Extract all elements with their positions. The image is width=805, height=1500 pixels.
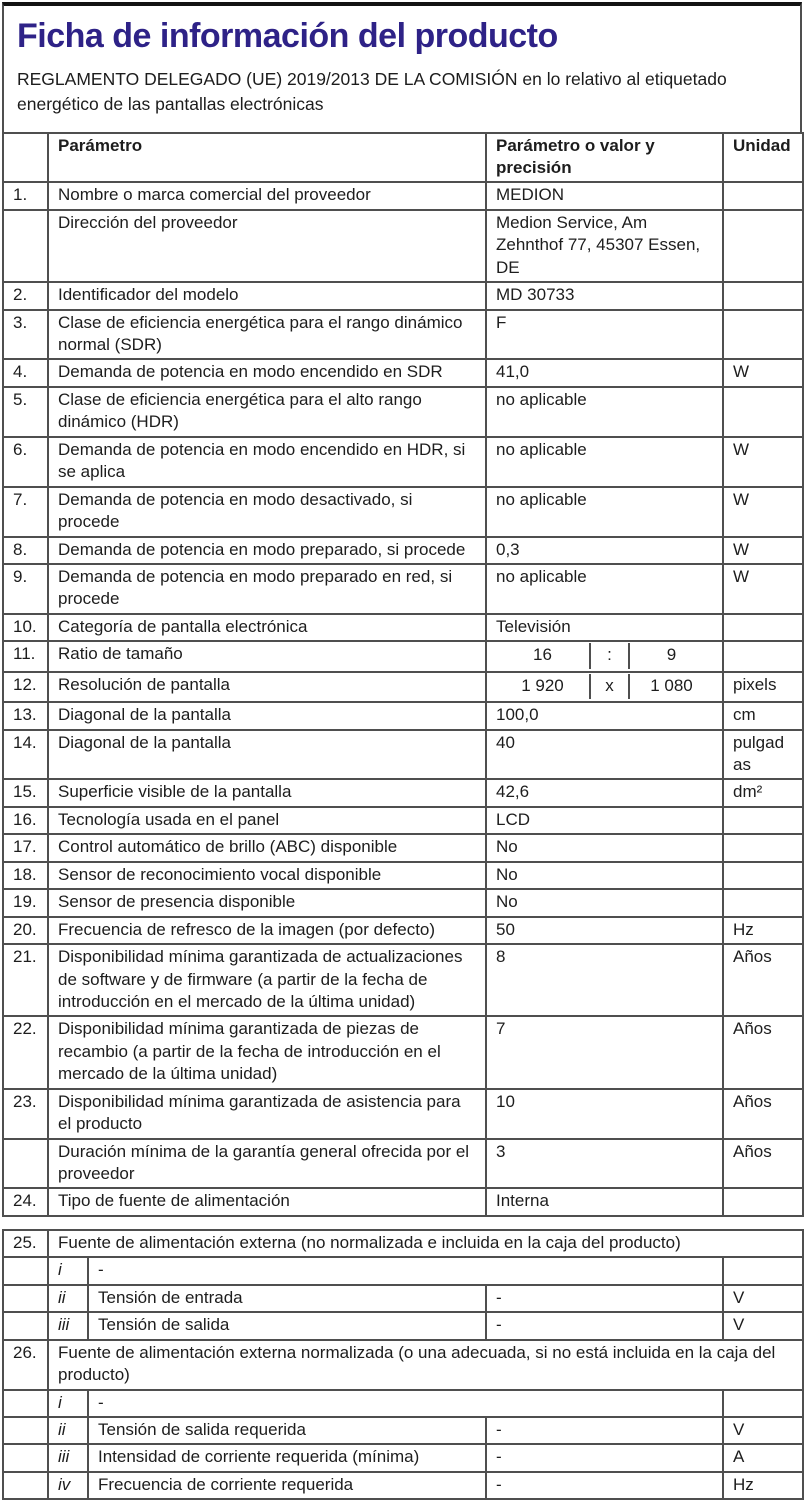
parameter-value: 42,6 — [486, 779, 723, 806]
parameter-value: No — [486, 889, 723, 916]
section-label: Fuente de alimentación externa normalizada (o una adecuada, si no está incluida en la caja del producto) — [48, 1340, 803, 1390]
parameter-label: Disponibilidad mínima garantizada de asistencia para el producto — [48, 1089, 486, 1139]
table-row — [3, 730, 803, 780]
unit-label: V — [723, 1312, 803, 1339]
parameter-label: Disponibilidad mínima garantizada de piezas de recambio (a partir de la fecha de introducción en el mercado de la última unidad) — [48, 1016, 486, 1088]
row-number: 10. — [3, 614, 48, 641]
table-row — [3, 1089, 803, 1139]
row-number: 8. — [3, 537, 48, 564]
roman-numeral: iii — [48, 1312, 88, 1339]
table-row — [3, 359, 803, 386]
psu-row — [3, 1417, 803, 1444]
table-row — [3, 1016, 803, 1088]
psu-table-body — [3, 1230, 803, 1499]
parameter-label: Dirección del proveedor — [48, 210, 486, 282]
row-number: 21. — [3, 944, 48, 1016]
row-number: 3. — [3, 310, 48, 360]
unit-label: Años — [723, 944, 803, 1016]
roman-numeral: i — [48, 1257, 88, 1284]
psu-row — [3, 1257, 803, 1284]
row-number: 18. — [3, 862, 48, 889]
table-row — [3, 387, 803, 437]
parameter-label: Demanda de potencia en modo encendido en SDR — [48, 359, 486, 386]
parameter-value: 50 — [486, 917, 723, 944]
parameter-value: MD 30733 — [486, 282, 723, 309]
parameter-label: Demanda de potencia en modo desactivado, si procede — [48, 487, 486, 537]
unit-label — [723, 641, 803, 671]
row-number: 14. — [3, 730, 48, 780]
parameter-label: Tipo de fuente de alimentación — [48, 1188, 486, 1215]
parameter-value: 8 — [486, 944, 723, 1016]
unit-label — [723, 889, 803, 916]
parameter-value: - — [88, 1257, 723, 1284]
parameter-value: MEDION — [486, 182, 723, 209]
parameter-label: Demanda de potencia en modo preparado en red, si procede — [48, 564, 486, 614]
table-row — [3, 1188, 803, 1215]
unit-label: Hz — [723, 1472, 803, 1499]
table-row — [3, 641, 803, 671]
unit-label: cm — [723, 702, 803, 729]
unit-label — [723, 1188, 803, 1215]
row-number: 11. — [3, 641, 48, 671]
row-number: 20. — [3, 917, 48, 944]
unit-label — [723, 1390, 803, 1417]
unit-label: Años — [723, 1016, 803, 1088]
parameter-value: - — [486, 1285, 723, 1312]
psu-row — [3, 1390, 803, 1417]
parameter-label: Tecnología usada en el panel — [48, 807, 486, 834]
parameter-value: LCD — [486, 807, 723, 834]
parameter-value-split — [486, 641, 723, 671]
table-row — [3, 779, 803, 806]
unit-label — [723, 387, 803, 437]
product-information-sheet — [2, 2, 802, 1500]
parameter-value: no aplicable — [486, 564, 723, 614]
parameter-value: No — [486, 834, 723, 861]
row-number: 5. — [3, 387, 48, 437]
row-number: 25. — [3, 1230, 48, 1257]
roman-numeral: iv — [48, 1472, 88, 1499]
product-parameters-table — [2, 132, 804, 1217]
section-label: Fuente de alimentación externa (no normalizada e incluida en la caja del producto) — [48, 1230, 803, 1257]
unit-label: pulgadas — [723, 730, 803, 780]
parameter-value: - — [486, 1444, 723, 1471]
parameter-label: Superficie visible de la pantalla — [48, 779, 486, 806]
unit-label: W — [723, 487, 803, 537]
parameter-label: Duración mínima de la garantía general ofrecida por el proveedor — [48, 1139, 486, 1189]
roman-numeral: iii — [48, 1444, 88, 1471]
parameter-label: Tensión de entrada — [88, 1285, 486, 1312]
parameter-label: Categoría de pantalla electrónica — [48, 614, 486, 641]
table-row — [3, 807, 803, 834]
header-valor-precision: Parámetro o valor y precisión — [486, 133, 723, 183]
parameter-value: Televisión — [486, 614, 723, 641]
row-number: 1. — [3, 182, 48, 209]
row-number: 19. — [3, 889, 48, 916]
parameter-label: Resolución de pantalla — [48, 672, 486, 702]
parameter-label: Clase de eficiencia energética para el rango dinámico normal (SDR) — [48, 310, 486, 360]
parameter-value: 40 — [486, 730, 723, 780]
page-title: Ficha de información del producto — [17, 17, 558, 55]
value-part-2: 1 080 — [650, 675, 693, 695]
row-number: 12. — [3, 672, 48, 702]
table-row — [3, 889, 803, 916]
table-row — [3, 210, 803, 282]
table-row — [3, 537, 803, 564]
table-row — [3, 672, 803, 702]
parameter-value: Medion Service, Am Zehnthof 77, 45307 Essen, DE — [486, 210, 723, 282]
row-number — [3, 1312, 48, 1339]
parameter-value-split — [486, 672, 723, 702]
page-subtitle: REGLAMENTO DELEGADO (UE) 2019/2013 DE LA COMISIÓN en lo relativo al etiquetado energético de las pantallas electrónicas — [17, 68, 727, 115]
unit-label: Años — [723, 1089, 803, 1139]
header-number-column — [3, 133, 48, 183]
row-number: 23. — [3, 1089, 48, 1139]
table-row — [3, 437, 803, 487]
table-header-row — [3, 133, 803, 183]
roman-numeral: ii — [48, 1417, 88, 1444]
unit-label: dm² — [723, 779, 803, 806]
unit-label — [723, 834, 803, 861]
parameter-value: No — [486, 862, 723, 889]
table-row — [3, 614, 803, 641]
row-number — [3, 210, 48, 282]
parameter-value: 100,0 — [486, 702, 723, 729]
row-number: 16. — [3, 807, 48, 834]
parameter-label: Demanda de potencia en modo encendido en HDR, si se aplica — [48, 437, 486, 487]
unit-label — [723, 282, 803, 309]
psu-row — [3, 1472, 803, 1499]
unit-label — [723, 862, 803, 889]
table-row — [3, 944, 803, 1016]
unit-label: pixels — [723, 672, 803, 702]
parameter-value: 41,0 — [486, 359, 723, 386]
unit-label — [723, 210, 803, 282]
roman-numeral: i — [48, 1390, 88, 1417]
row-number — [3, 1139, 48, 1189]
external-power-supply-table — [2, 1229, 804, 1500]
unit-label: Años — [723, 1139, 803, 1189]
table-body — [3, 182, 803, 1216]
parameter-label: Demanda de potencia en modo preparado, si procede — [48, 537, 486, 564]
parameter-label: Frecuencia de corriente requerida — [88, 1472, 486, 1499]
row-number — [3, 1390, 48, 1417]
row-number: 17. — [3, 834, 48, 861]
split-value-wrap — [496, 643, 713, 668]
unit-label: W — [723, 437, 803, 487]
value-part-1: 16 — [496, 643, 591, 668]
value-part-2: 9 — [666, 645, 677, 665]
parameter-value: 10 — [486, 1089, 723, 1139]
unit-label — [723, 182, 803, 209]
table-row — [3, 862, 803, 889]
unit-label: V — [723, 1417, 803, 1444]
parameter-label: Sensor de reconocimiento vocal disponible — [48, 862, 486, 889]
row-number: 26. — [3, 1340, 48, 1390]
parameter-label: Nombre o marca comercial del proveedor — [48, 182, 486, 209]
row-number — [3, 1444, 48, 1471]
parameter-label: Control automático de brillo (ABC) disponible — [48, 834, 486, 861]
parameter-label: Intensidad de corriente requerida (mínima) — [88, 1444, 486, 1471]
row-number — [3, 1285, 48, 1312]
unit-label — [723, 1257, 803, 1284]
split-value-wrap — [496, 674, 713, 699]
parameter-value: Interna — [486, 1188, 723, 1215]
table-row — [3, 282, 803, 309]
unit-label — [723, 614, 803, 641]
table-row — [3, 182, 803, 209]
psu-section-row — [3, 1230, 803, 1257]
header-parametro: Parámetro — [48, 133, 486, 183]
roman-numeral: ii — [48, 1285, 88, 1312]
parameter-value: no aplicable — [486, 487, 723, 537]
table-row — [3, 487, 803, 537]
header-unidad: Unidad — [723, 133, 803, 183]
row-number: 7. — [3, 487, 48, 537]
parameter-value: 3 — [486, 1139, 723, 1189]
value-separator: x — [591, 674, 630, 699]
row-number: 24. — [3, 1188, 48, 1215]
parameter-value: 0,3 — [486, 537, 723, 564]
unit-label: W — [723, 359, 803, 386]
row-number — [3, 1472, 48, 1499]
parameter-label: Clase de eficiencia energética para el alto rango dinámico (HDR) — [48, 387, 486, 437]
parameter-label: Disponibilidad mínima garantizada de actualizaciones de software y de firmware (a partir de la fecha de introducción en el mercado de la última unidad) — [48, 944, 486, 1016]
parameter-label: Frecuencia de refresco de la imagen (por defecto) — [48, 917, 486, 944]
unit-label: A — [723, 1444, 803, 1471]
row-number: 6. — [3, 437, 48, 487]
parameter-value: - — [88, 1390, 723, 1417]
parameter-value: - — [486, 1417, 723, 1444]
unit-label: W — [723, 537, 803, 564]
parameter-label: Diagonal de la pantalla — [48, 702, 486, 729]
row-number — [3, 1257, 48, 1284]
table-row — [3, 917, 803, 944]
unit-label: W — [723, 564, 803, 614]
unit-label: V — [723, 1285, 803, 1312]
table-row — [3, 564, 803, 614]
table-row — [3, 310, 803, 360]
parameter-value: no aplicable — [486, 387, 723, 437]
parameter-label: Diagonal de la pantalla — [48, 730, 486, 780]
psu-row — [3, 1444, 803, 1471]
unit-label: Hz — [723, 917, 803, 944]
parameter-value: 7 — [486, 1016, 723, 1088]
table-header — [3, 133, 803, 183]
parameter-label: Ratio de tamaño — [48, 641, 486, 671]
psu-row — [3, 1312, 803, 1339]
parameter-value: F — [486, 310, 723, 360]
table-row — [3, 702, 803, 729]
unit-label — [723, 310, 803, 360]
row-number: 9. — [3, 564, 48, 614]
row-number: 13. — [3, 702, 48, 729]
table-row — [3, 1139, 803, 1189]
value-separator: : — [591, 643, 630, 668]
value-part-1: 1 920 — [496, 674, 591, 699]
parameter-value: no aplicable — [486, 437, 723, 487]
row-number: 22. — [3, 1016, 48, 1088]
parameter-label: Tensión de salida — [88, 1312, 486, 1339]
row-number: 15. — [3, 779, 48, 806]
parameter-value: - — [486, 1472, 723, 1499]
parameter-label: Sensor de presencia disponible — [48, 889, 486, 916]
parameter-label: Tensión de salida requerida — [88, 1417, 486, 1444]
row-number: 2. — [3, 282, 48, 309]
psu-row — [3, 1285, 803, 1312]
row-number — [3, 1417, 48, 1444]
table-row — [3, 834, 803, 861]
parameter-label: Identificador del modelo — [48, 282, 486, 309]
parameter-value: - — [486, 1312, 723, 1339]
row-number: 4. — [3, 359, 48, 386]
unit-label — [723, 807, 803, 834]
psu-section-row — [3, 1340, 803, 1390]
document-header — [2, 2, 802, 134]
